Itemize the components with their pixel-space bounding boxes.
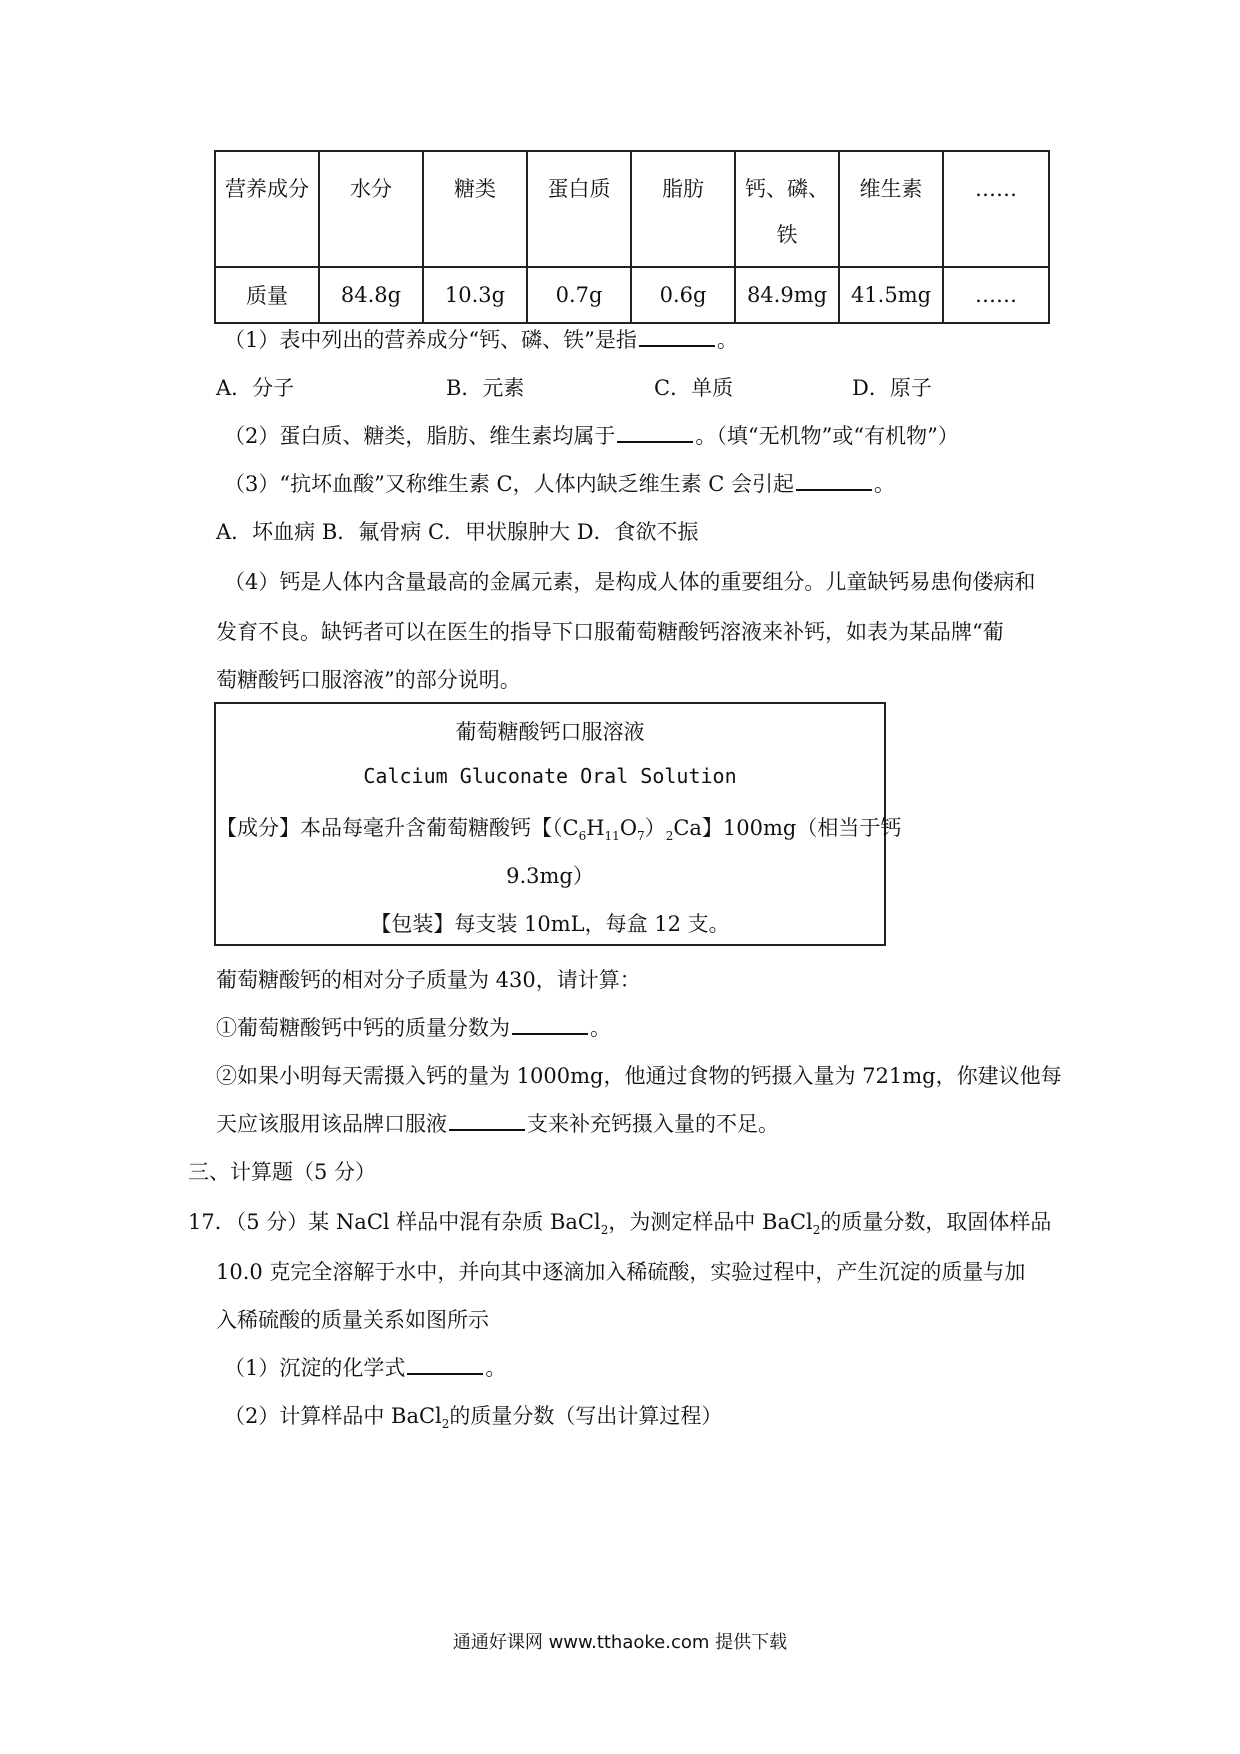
question-1-option-b: B．元素 [446,376,525,400]
table-row [215,267,1049,323]
question-17-line: 入稀硫酸的质量关系如图所示 [216,1308,489,1332]
label-ingredient: 【成分】本品每毫升含葡萄糖酸钙【$(C_6H_{11}O_7)_2Ca$】100mg（相当于钙 [216,816,902,844]
section-title: 三、计算题（5 分） [188,1160,377,1184]
question-1-stem: （1）表中列出的营养成分“钙、磷、铁”是指 。 [224,328,738,352]
question-1-option-d: D．原子 [852,376,932,400]
table-header-cell: 钙、磷、铁 [735,151,839,267]
question-2: （2）蛋白质、糖类，脂肪、维生素均属于 。（填“无机物”或“有机物”） [224,424,959,448]
table-header-cell: 蛋白质 [527,151,631,267]
answer-blank[interactable] [796,488,872,491]
calc-intro: 葡萄糖酸钙的相对分子质量为 430，请计算： [216,968,641,992]
label-title-cn: 葡萄糖酸钙口服溶液 [455,720,645,744]
question-3: （3）“抗坏血酸”又称维生素 C，人体内缺乏维生素 C 会引起 。 [224,472,895,496]
table-header-cell: 糖类 [423,151,527,267]
table-cell: 0.7g [527,267,631,323]
calc-item-1: ①葡萄糖酸钙中钙的质量分数为 。 [216,1016,611,1040]
question-4-line: 发育不良。缺钙者可以在医生的指导下口服葡萄糖酸钙溶液来补钙，如表为某品牌“葡 [216,620,1004,644]
answer-blank[interactable] [407,1372,483,1375]
question-17-line: 10.0 克完全溶解于水中，并向其中逐滴加入稀硫酸，实验过程中，产生沉淀的质量与加 [216,1260,1026,1284]
label-package: 【包装】每支装 10mL，每盒 12 支。 [370,912,730,936]
table-cell: 41.5mg [839,267,943,323]
calc-item-2: ②如果小明每天需摄入钙的量为 1000mg，他通过食物的钙摄入量为 721mg，你建议他每 [216,1064,1062,1088]
table-cell: 10.3g [423,267,527,323]
table-cell: 84.8g [319,267,423,323]
table-cell: 0.6g [631,267,735,323]
table-header-cell: 脂肪 [631,151,735,267]
table-cell: 84.9mg [735,267,839,323]
question-17-part-1: （1）沉淀的化学式 。 [224,1356,507,1380]
nutrition-table [214,150,1050,324]
table-header-cell: …… [943,151,1049,267]
question-4-line: （4）钙是人体内含量最高的金属元素，是构成人体的重要组分。儿童缺钙易患佝偻病和 [224,570,1036,594]
table-header-cell: 营养成分 [215,151,319,267]
question-17-line: 17．（5 分）某 NaCl 样品中混有杂质 BaCl$_2$，为测定样品中 BaCl$_2$的质量分数，取固体样品 [188,1210,1052,1238]
page-footer: 通通好课网 www.tthaoke.com 提供下载 [452,1632,788,1653]
answer-blank[interactable] [512,1032,588,1035]
question-4-line: 萄糖酸钙口服溶液”的部分说明。 [216,668,521,692]
question-3-options: A．坏血病 B．氟骨病 C．甲状腺肿大 D．食欲不振 [216,520,699,544]
label-ingredient-cont: 9.3mg） [506,864,594,888]
product-label-box [214,702,902,946]
table-header-cell: 维生素 [839,151,943,267]
table-header-row [215,151,1049,267]
answer-blank[interactable] [449,1128,525,1131]
label-title-en: Calcium Gluconate Oral Solution [363,764,737,788]
table-cell: …… [943,267,1049,323]
question-1-option-a: A．分子 [216,376,295,400]
calc-item-2-cont: 天应该服用该品牌口服液 支来补充钙摄入量的不足。 [216,1112,779,1136]
answer-blank[interactable] [639,344,715,347]
question-17-part-2: （2）计算样品中 BaCl$_2$的质量分数（写出计算过程） [224,1404,723,1432]
answer-blank[interactable] [617,440,693,443]
question-1-option-c: C．单质 [654,376,734,400]
table-cell: 质量 [215,267,319,323]
table-header-cell: 水分 [319,151,423,267]
